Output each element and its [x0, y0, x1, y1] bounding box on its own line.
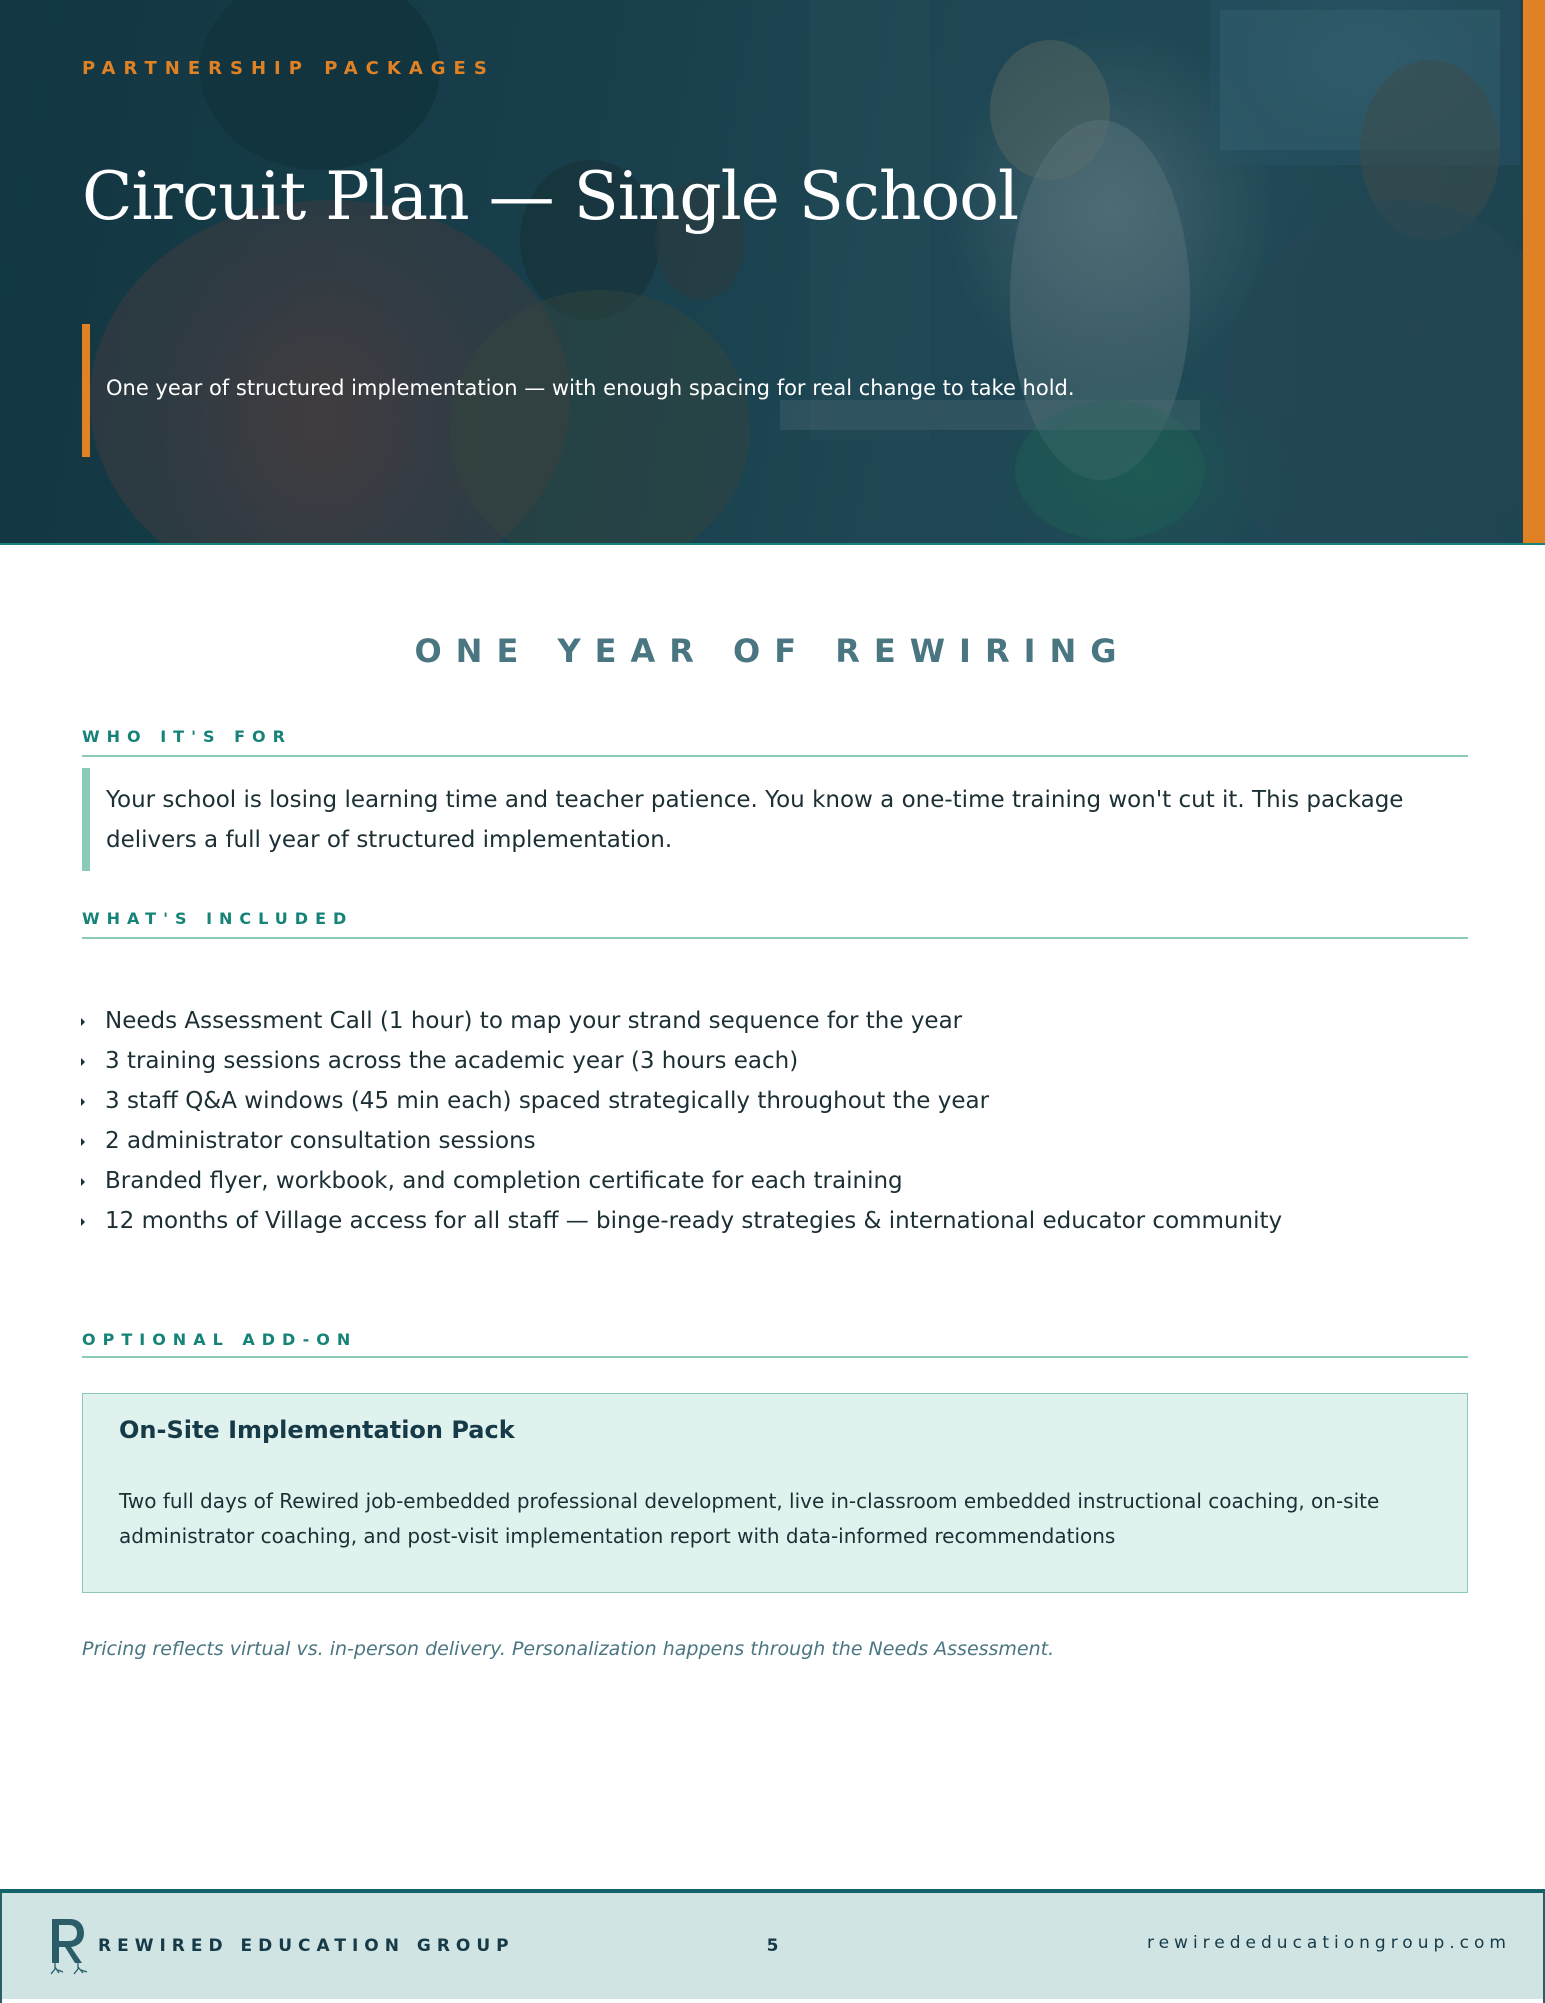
bullet-icon [81, 1098, 85, 1106]
bullet-icon [81, 1138, 85, 1146]
hero-banner [0, 0, 1545, 545]
eyebrow-label: PARTNERSHIP PACKAGES [82, 58, 495, 79]
page-subtitle: One year of structured implementation — with enough spacing for real change to take hold. [106, 376, 1075, 400]
who-accent-bar [82, 768, 90, 871]
who-divider [82, 755, 1468, 757]
list-item-text: Needs Assessment Call (1 hour) to map your strand sequence for the year [105, 1008, 963, 1034]
addon-label: OPTIONAL ADD-ON [82, 1330, 358, 1349]
section-heading: ONE YEAR OF REWIRING [414, 632, 1131, 670]
page-footer [0, 1889, 1545, 1999]
hero-bottom-rule [0, 543, 1545, 545]
list-item-text: Branded flyer, workbook, and completion certificate for each training [105, 1168, 903, 1194]
list-item-text: 3 training sessions across the academic year (3 hours each) [105, 1048, 799, 1074]
list-item [82, 1081, 1282, 1121]
who-description: Your school is losing learning time and teacher patience. You know a one-time training won't cut it. This package delivers a full year of structured implementation. [106, 787, 1404, 853]
list-item [82, 1001, 1282, 1041]
included-divider [82, 937, 1468, 939]
list-item [82, 1161, 1282, 1201]
hero-overlay [0, 0, 1545, 545]
bullet-icon [81, 1218, 85, 1226]
hero-accent-bar-right [1523, 0, 1545, 545]
addon-title: On-Site Implementation Pack [119, 1416, 515, 1444]
footer-website-link[interactable]: rewirededucationgroup.com [1146, 1933, 1511, 1953]
included-label: WHAT'S INCLUDED [82, 909, 354, 928]
pricing-note: Pricing reflects virtual vs. in-person delivery. Personalization happens through the Needs Assessment. [82, 1638, 1055, 1660]
bullet-icon [81, 1018, 85, 1026]
addon-description: Two full days of Rewired job-embedded professional development, live in-classroom embedded instructional coaching, on-site administrator coaching, and post-visit implementation report with data-informed recommendations [119, 1489, 1380, 1548]
bullet-icon [81, 1058, 85, 1066]
bullet-icon [81, 1178, 85, 1186]
page-title: Circuit Plan — Single School [82, 158, 1019, 235]
list-item-text: 12 months of Village access for all staff — binge-ready strategies & international educator community [105, 1208, 1283, 1234]
footer-brand: REWIRED EDUCATION GROUP [98, 1936, 515, 1956]
included-list [82, 1001, 1282, 1241]
list-item-text: 2 administrator consultation sessions [105, 1128, 536, 1154]
addon-card [82, 1393, 1468, 1593]
list-item [82, 1201, 1282, 1241]
page-number: 5 [766, 1936, 779, 1956]
list-item [82, 1121, 1282, 1161]
subtitle-accent-bar [82, 324, 90, 457]
who-label: WHO IT'S FOR [82, 727, 292, 746]
list-item-text: 3 staff Q&A windows (45 min each) spaced strategically throughout the year [105, 1088, 990, 1114]
addon-divider [82, 1356, 1468, 1358]
list-item [82, 1041, 1282, 1081]
